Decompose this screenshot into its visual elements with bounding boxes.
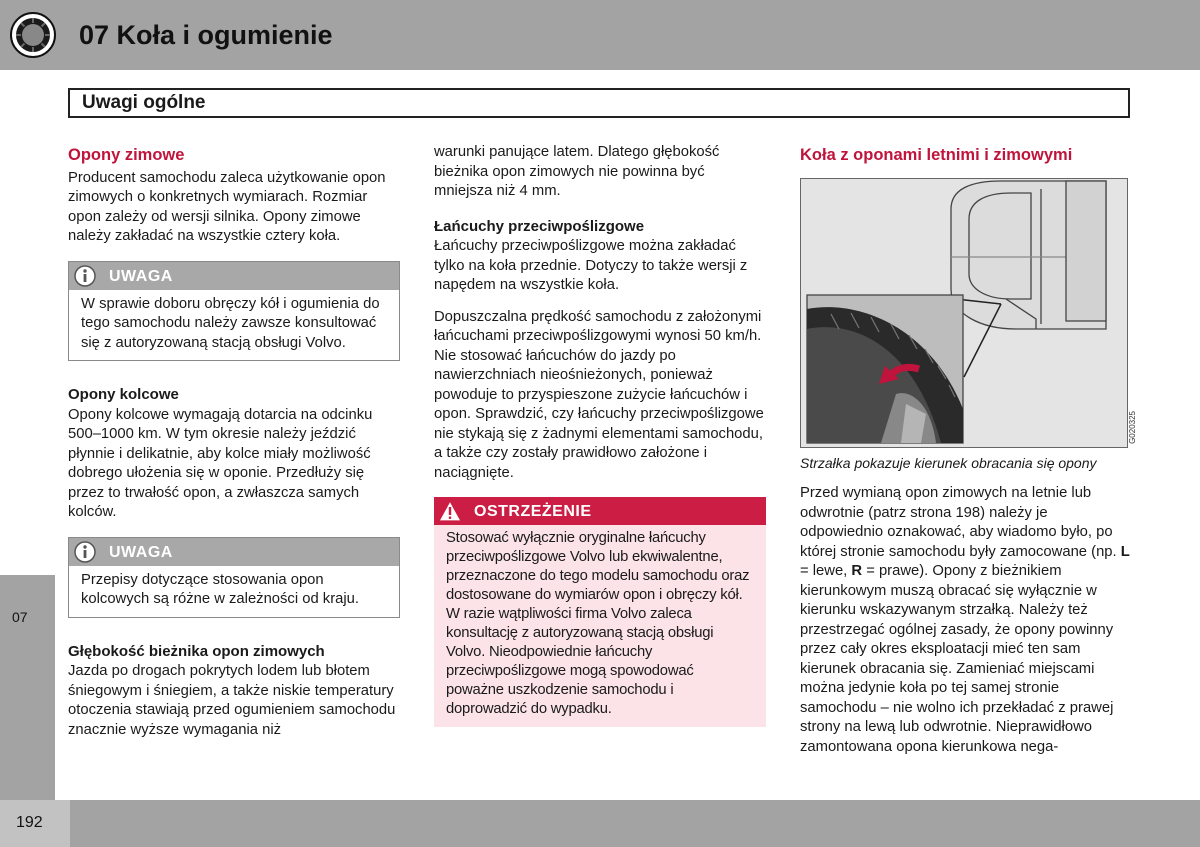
page-footer xyxy=(0,800,1200,847)
chapter-side-tab xyxy=(0,575,55,800)
side-tab-label: 07 xyxy=(12,609,28,625)
paragraph: Jazda po drogach pokrytych lodem lub błotem śniegowym i śniegiem, a także niskie temperatury otoczenia stawiają przed ogumieniem samochodu znacznie wyższe wymagania niż xyxy=(68,663,396,738)
car-outline xyxy=(951,181,1106,329)
info-icon xyxy=(74,265,96,287)
heading-tread-depth: Głębokość bieżnika opon zimowych xyxy=(68,642,325,660)
note-text: Przepisy dotyczące stosowania opon kolcowych są różne w zależności od kraju. xyxy=(81,571,359,607)
page-number: 192 xyxy=(16,814,43,831)
column-2 xyxy=(434,143,766,727)
bold-letter-l: L xyxy=(1120,543,1130,560)
heading-studded-tires: Opony kolcowe xyxy=(68,386,179,403)
tire-direction-figure xyxy=(800,178,1137,448)
car-tire-illustration xyxy=(801,179,1127,447)
paragraph: Łańcuchy przeciwpoślizgowe można zakładać tylko na koła przednie. Dotyczy to także wersji z napędem na wszystkie koła. xyxy=(434,238,748,293)
chapter-header xyxy=(0,0,1200,70)
figure-code: G020325 xyxy=(1128,410,1137,444)
paragraph: warunki panujące latem. Dlatego głębokość bieżnika opon zimowych nie powinna być mniejsza niż 4 mm. xyxy=(434,144,720,199)
bold-letter-r: R xyxy=(851,563,863,579)
note-box xyxy=(68,261,400,362)
page-number-box xyxy=(0,800,70,847)
text-span: Przed wymianą opon zimowych na letnie lub odwrotnie (patrz strona 198) należy je odpowiednio oznakować, aby wiadomo było, po której stronie samochodu były zamocowane (np. xyxy=(800,485,1121,560)
note-box xyxy=(68,537,400,618)
section-title-box xyxy=(68,88,1130,118)
note-label: UWAGA xyxy=(109,267,173,285)
column-1 xyxy=(68,143,400,752)
section-title: Uwagi ogólne xyxy=(82,92,206,113)
chapter-title: 07 Koła i ogumienie xyxy=(79,20,333,50)
note-text: W sprawie doboru obręczy kół i ogumienia do tego samochodu należy zawsze konsultować się z autoryzowaną stacją obsługi Volvo. xyxy=(81,295,380,351)
tire-icon xyxy=(10,12,56,58)
warning-triangle-icon xyxy=(438,500,462,522)
text-span: = prawe). Opony z bieżnikiem kierunkowym muszą obracać się wyłącznie w kierunku wskazywanym strzałką. Należy też przestrzegać ogólnej zasady, że opony powinny przez cały okres eksploatacji mieć ten sam kierunek obracania się. Zamieniać miejscami można jedynie koła po tej samej stronie samochodu – nie wolno ich przekładać z prawej strony na lewą lub odwrotnie. Nieprawidłowo zamontowana opona kierunkowa nega- xyxy=(800,563,1114,755)
heading-summer-winter-wheels: Koła z oponami letnimi i zimowymi xyxy=(800,146,1073,164)
warning-box xyxy=(434,497,766,727)
note-label: UWAGA xyxy=(109,543,173,561)
info-icon xyxy=(74,541,96,563)
column-3 xyxy=(800,143,1137,769)
text-span: = lewe, xyxy=(800,563,852,579)
figure-caption: Strzałka pokazuje kierunek obracania się opony xyxy=(800,454,1097,471)
heading-winter-tires: Opony zimowe xyxy=(68,146,185,164)
paragraph xyxy=(800,484,1130,757)
paragraph: Dopuszczalna prędkość samochodu z założonymi łańcuchami przeciwpoślizgowymi wynosi 50 km/h. Nie stosować łańcuchów do jazdy po nawierzchniach nieośnieżonych, ponieważ powoduje to przyspieszone zużycie łańcuchów i opon. Sprawdzić, czy łańcuchy przeciwpoślizgowe nie stykają się z żadnymi elementami samochodu, a także czy zostały prawidłowo założone i naciągnięte. xyxy=(434,308,764,481)
note-header xyxy=(69,538,399,566)
paragraph: Producent samochodu zaleca użytkowanie opon zimowych o konkretnych wymiarach. Rozmiar opon zależy od wersji silnika. Opony zimowe należy zakładać na wszystkie cztery koła. xyxy=(68,169,386,244)
heading-snow-chains: Łańcuchy przeciwpoślizgowe xyxy=(434,217,645,235)
warning-header xyxy=(434,497,766,525)
paragraph: Opony kolcowe wymagają dotarcia na odcinku 500–1000 km. W tym okresie należy jeździć płynnie i delikatnie, aby kolce miały możliwość dobrego ułożenia się w oponie. Przedłuży się przez to trwałość opon, a zwłaszcza samych kolców. xyxy=(68,406,373,520)
warning-label: OSTRZEŻENIE xyxy=(474,503,592,520)
warning-text: Stosować wyłącznie oryginalne łańcuchy przeciwpoślizgowe Volvo lub ekwiwalentne, przeznaczone do tego modelu samochodu oraz dostosowane do wymiarów opon i obręczy kół. W razie wątpliwości firma Volvo zaleca konsultację z autoryzowaną stacją obsługi Volvo. Nieodpowiednie łańcuchy przeciwpoślizgowe mogą spowodować poważne uszkodzenie samochodu i doprowadzić do wypadku. xyxy=(446,530,750,717)
note-header xyxy=(69,262,399,290)
